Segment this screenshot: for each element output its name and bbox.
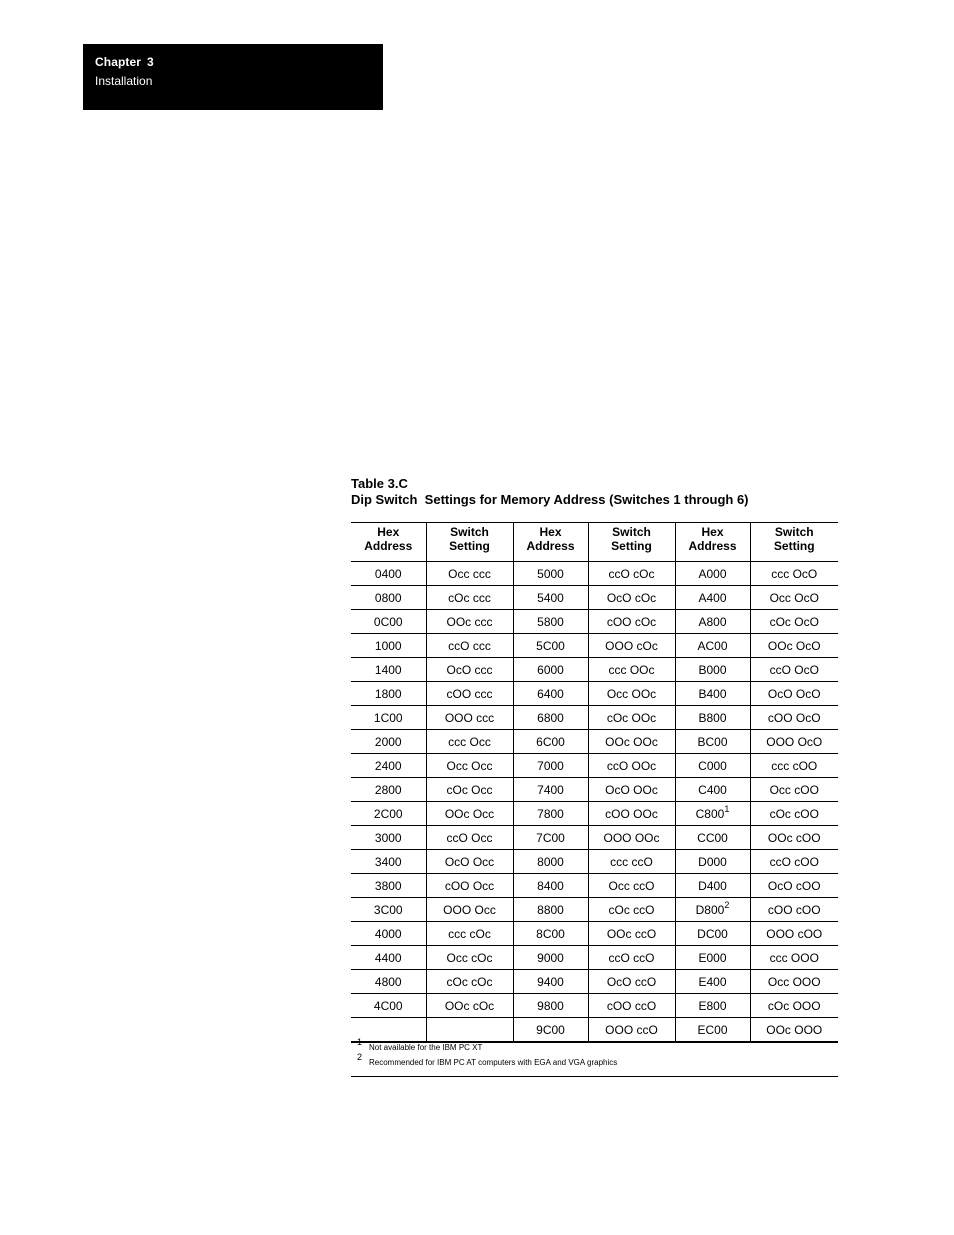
footnote-1 — [351, 1037, 838, 1055]
switch-setting-cell — [750, 658, 838, 682]
table-row — [351, 634, 838, 658]
cell-text: OcO OcO — [767, 686, 821, 701]
switch-setting-cell — [750, 1018, 838, 1043]
switch-setting-cell — [426, 682, 513, 706]
header-hex-address-3 — [675, 523, 750, 562]
hex-address-cell — [675, 634, 750, 658]
switch-setting-cell — [426, 946, 513, 970]
footnote-reference: 2 — [724, 899, 730, 910]
cell-text: ccO cOO — [769, 854, 819, 869]
switch-setting-cell — [426, 850, 513, 874]
cell-text: E400 — [698, 974, 727, 989]
cell-text: cOO OOc — [605, 806, 658, 821]
switch-setting-cell — [426, 778, 513, 802]
chapter-label: Chapter — [95, 55, 142, 69]
switch-setting-cell — [426, 754, 513, 778]
switch-setting-cell — [426, 874, 513, 898]
cell-text: OOc OcO — [767, 638, 821, 653]
hex-address-cell — [513, 754, 588, 778]
table-row — [351, 562, 838, 586]
switch-setting-cell — [588, 754, 675, 778]
switch-setting-cell — [426, 970, 513, 994]
cell-text: EC00 — [697, 1022, 728, 1037]
switch-setting-cell — [588, 970, 675, 994]
cell-text: 2000 — [374, 734, 402, 749]
cell-text: Occ cOc — [446, 950, 493, 965]
switch-setting-cell — [750, 634, 838, 658]
hex-address-cell — [675, 778, 750, 802]
cell-text: C800 — [695, 806, 725, 821]
switch-setting-cell — [426, 826, 513, 850]
footnote-mark: 2 — [357, 1052, 363, 1062]
table-row — [351, 994, 838, 1018]
header-text: Setting — [773, 539, 815, 553]
cell-text: A000 — [698, 566, 727, 581]
cell-text: ccc OOc — [608, 662, 655, 677]
cell-text: OOc Occ — [444, 806, 495, 821]
hex-address-cell — [675, 658, 750, 682]
cell-text: ccc cOc — [448, 926, 491, 941]
hex-address-cell — [513, 682, 588, 706]
cell-text: ccc Occ — [448, 734, 491, 749]
cell-text: cOc cOO — [769, 806, 819, 821]
dip-switch-table-container — [351, 522, 838, 1043]
cell-text: OcO cOO — [767, 878, 821, 893]
table-number: Table 3.C — [351, 476, 408, 491]
switch-setting-cell — [426, 562, 513, 586]
switch-setting-cell — [750, 826, 838, 850]
hex-address-cell — [513, 562, 588, 586]
switch-setting-cell — [588, 946, 675, 970]
cell-text: cOc Occ — [446, 782, 493, 797]
cell-text: cOc ccO — [608, 902, 655, 917]
header-hex-address-2 — [513, 523, 588, 562]
table-row — [351, 778, 838, 802]
cell-text: ccO ccc — [448, 638, 491, 653]
cell-text: 1000 — [374, 638, 402, 653]
cell-text: 3400 — [374, 854, 402, 869]
cell-text: E800 — [698, 998, 727, 1013]
switch-setting-cell — [750, 970, 838, 994]
cell-text: 9400 — [537, 974, 564, 989]
footnote-reference: 1 — [724, 803, 730, 814]
cell-text: OOc cOO — [767, 830, 821, 845]
hex-address-cell — [351, 826, 426, 850]
table-title: Dip Switch Settings for Memory Address (Switches 1 through 6) — [351, 492, 749, 507]
cell-text: ccc OcO — [771, 566, 818, 581]
switch-setting-cell — [750, 562, 838, 586]
switch-setting-cell — [588, 826, 675, 850]
hex-address-cell — [351, 634, 426, 658]
cell-text: cOO ccc — [446, 686, 493, 701]
hex-address-cell — [675, 754, 750, 778]
hex-address-cell — [351, 970, 426, 994]
hex-address-cell — [513, 706, 588, 730]
switch-setting-cell — [750, 850, 838, 874]
cell-text: 0400 — [374, 566, 402, 581]
switch-setting-cell — [588, 658, 675, 682]
switch-setting-cell — [588, 706, 675, 730]
switch-setting-cell — [426, 898, 513, 922]
cell-text: Occ ccO — [608, 878, 655, 893]
hex-address-cell — [513, 1018, 588, 1043]
table-header-row — [351, 523, 838, 562]
cell-text: 8000 — [537, 854, 564, 869]
switch-setting-cell — [426, 610, 513, 634]
table-row — [351, 1018, 838, 1043]
cell-text: 3800 — [374, 878, 402, 893]
hex-address-cell — [675, 586, 750, 610]
hex-address-cell — [513, 778, 588, 802]
cell-text: 9000 — [537, 950, 564, 965]
header-text: Address — [526, 539, 575, 553]
switch-setting-cell — [426, 658, 513, 682]
hex-address-cell — [675, 874, 750, 898]
table-row — [351, 850, 838, 874]
cell-text: cOO cOO — [767, 902, 821, 917]
switch-setting-cell — [588, 610, 675, 634]
chapter-number: 3 — [147, 55, 154, 69]
cell-text: 2400 — [374, 758, 402, 773]
cell-text: cOO cOc — [606, 614, 657, 629]
header-switch-setting-2 — [588, 523, 675, 562]
cell-text: A400 — [698, 590, 727, 605]
hex-address-cell — [513, 586, 588, 610]
cell-text: 6000 — [537, 662, 564, 677]
cell-text: 3C00 — [373, 902, 403, 917]
header-text: Address — [688, 539, 737, 553]
cell-text: cOO Occ — [444, 878, 495, 893]
header-switch-setting-3 — [750, 523, 838, 562]
hex-address-cell — [351, 922, 426, 946]
cell-text: C000 — [698, 758, 727, 773]
cell-text: OcO ccc — [446, 662, 493, 677]
cell-text: OOO ccc — [444, 710, 495, 725]
hex-address-cell — [513, 946, 588, 970]
switch-setting-cell — [588, 994, 675, 1018]
cell-text: 4800 — [374, 974, 402, 989]
cell-text: BC00 — [697, 734, 728, 749]
header-text: Hex — [539, 525, 562, 539]
header-text: Switch — [450, 525, 489, 539]
cell-text: 5400 — [537, 590, 564, 605]
hex-address-cell — [513, 826, 588, 850]
switch-setting-cell — [588, 1018, 675, 1043]
chapter-header — [83, 44, 383, 110]
hex-address-cell — [675, 730, 750, 754]
table-row — [351, 754, 838, 778]
header-text: Setting — [449, 539, 490, 553]
cell-text: B400 — [698, 686, 727, 701]
footnote-mark: 1 — [357, 1037, 363, 1047]
footnotes — [351, 1037, 838, 1077]
hex-address-cell — [351, 730, 426, 754]
cell-text: 9C00 — [536, 1022, 565, 1037]
cell-text: 6C00 — [536, 734, 565, 749]
cell-text: 8C00 — [536, 926, 565, 941]
cell-text: OcO ccO — [606, 974, 657, 989]
switch-setting-cell — [750, 994, 838, 1018]
header-text: Switch — [612, 525, 651, 539]
header-text: Address — [364, 539, 413, 553]
hex-address-cell — [513, 610, 588, 634]
cell-text: ccc cOO — [771, 758, 818, 773]
switch-setting-cell — [750, 586, 838, 610]
cell-text: ccO Occ — [446, 830, 493, 845]
switch-setting-cell — [426, 730, 513, 754]
switch-setting-cell — [426, 1018, 513, 1043]
switch-setting-cell — [588, 682, 675, 706]
cell-text: OOO ccO — [605, 1022, 658, 1037]
switch-setting-cell — [588, 586, 675, 610]
cell-text: 5800 — [537, 614, 564, 629]
cell-text: D000 — [698, 854, 727, 869]
switch-setting-cell — [426, 586, 513, 610]
cell-text: Occ Occ — [446, 758, 493, 773]
switch-setting-cell — [426, 994, 513, 1018]
hex-address-cell — [351, 778, 426, 802]
switch-setting-cell — [750, 946, 838, 970]
header-hex-address-1 — [351, 523, 426, 562]
switch-setting-cell — [750, 706, 838, 730]
cell-text: D400 — [698, 878, 727, 893]
hex-address-cell — [513, 970, 588, 994]
cell-text: 5C00 — [536, 638, 565, 653]
hex-address-cell — [675, 1018, 750, 1043]
cell-text: 4C00 — [373, 998, 403, 1013]
cell-text: 6800 — [537, 710, 564, 725]
header-switch-setting-1 — [426, 523, 513, 562]
hex-address-cell — [675, 850, 750, 874]
hex-address-cell — [513, 994, 588, 1018]
hex-address-cell — [513, 730, 588, 754]
table-body — [351, 562, 838, 1043]
cell-text: cOO ccO — [606, 998, 657, 1013]
cell-text: cOc OOO — [767, 998, 821, 1013]
cell-text: DC00 — [697, 926, 728, 941]
hex-address-cell — [675, 970, 750, 994]
cell-text: 7000 — [537, 758, 564, 773]
cell-text: 0C00 — [373, 614, 403, 629]
switch-setting-cell — [588, 850, 675, 874]
dip-switch-table — [351, 522, 838, 1043]
cell-text: ccc ccO — [610, 854, 653, 869]
hex-address-cell — [351, 562, 426, 586]
switch-setting-cell — [750, 874, 838, 898]
cell-text: 9800 — [537, 998, 564, 1013]
cell-text: cOc ccc — [448, 590, 491, 605]
cell-text: 7800 — [537, 806, 564, 821]
table-row — [351, 658, 838, 682]
hex-address-cell — [351, 754, 426, 778]
table-row — [351, 970, 838, 994]
hex-address-cell — [675, 610, 750, 634]
cell-text: 8400 — [537, 878, 564, 893]
table-row — [351, 826, 838, 850]
switch-setting-cell — [750, 754, 838, 778]
cell-text: cOc OOc — [606, 710, 657, 725]
cell-text: cOO OcO — [767, 710, 821, 725]
hex-address-cell — [675, 922, 750, 946]
cell-text: OOO cOO — [766, 926, 823, 941]
cell-text: Occ cOO — [769, 782, 819, 797]
hex-address-cell — [351, 994, 426, 1018]
hex-address-cell — [351, 586, 426, 610]
hex-address-cell — [351, 874, 426, 898]
cell-text: Occ OcO — [769, 590, 819, 605]
cell-text: OOO OOc — [603, 830, 660, 845]
switch-setting-cell — [426, 634, 513, 658]
cell-text: CC00 — [697, 830, 728, 845]
switch-setting-cell — [750, 682, 838, 706]
hex-address-cell — [351, 802, 426, 826]
cell-text: AC00 — [697, 638, 728, 653]
cell-text: A800 — [698, 614, 727, 629]
cell-text: D800 — [695, 902, 725, 917]
cell-text: cOc OcO — [769, 614, 819, 629]
switch-setting-cell — [750, 922, 838, 946]
footnote-text: Recommended for IBM PC AT computers with EGA and VGA graphics — [369, 1058, 618, 1067]
header-text: Hex — [701, 525, 724, 539]
table-row — [351, 874, 838, 898]
hex-address-cell — [351, 850, 426, 874]
table-row — [351, 682, 838, 706]
header-text: Setting — [611, 539, 652, 553]
cell-text: 1400 — [374, 662, 402, 677]
cell-text: C400 — [698, 782, 727, 797]
cell-text: 7C00 — [536, 830, 565, 845]
hex-address-cell — [513, 802, 588, 826]
cell-text: Occ ccc — [448, 566, 491, 581]
table-row — [351, 610, 838, 634]
cell-text: 4000 — [374, 926, 402, 941]
cell-text: ccO OcO — [769, 662, 819, 677]
table-row — [351, 586, 838, 610]
cell-text: 4400 — [374, 950, 402, 965]
switch-setting-cell — [750, 610, 838, 634]
hex-address-cell — [351, 1018, 426, 1043]
cell-text: 0800 — [374, 590, 402, 605]
hex-address-cell — [351, 898, 426, 922]
footnote-2 — [351, 1052, 838, 1070]
cell-text: OOO Occ — [443, 902, 496, 917]
section-title: Installation — [95, 74, 153, 88]
switch-setting-cell — [588, 778, 675, 802]
cell-text: ccO cOc — [608, 566, 655, 581]
cell-text: 5000 — [537, 566, 564, 581]
cell-text: 7400 — [537, 782, 564, 797]
cell-text: E000 — [698, 950, 727, 965]
hex-address-cell — [675, 826, 750, 850]
switch-setting-cell — [588, 730, 675, 754]
cell-text: OOO OcO — [766, 734, 823, 749]
cell-text: OOc OOc — [605, 734, 658, 749]
switch-setting-cell — [588, 898, 675, 922]
cell-text: B800 — [698, 710, 727, 725]
hex-address-cell — [675, 946, 750, 970]
switch-setting-cell — [588, 562, 675, 586]
hex-address-cell — [351, 706, 426, 730]
cell-text: OOc ccO — [606, 926, 657, 941]
cell-text: OOc ccc — [446, 614, 493, 629]
hex-address-cell — [513, 850, 588, 874]
cell-text: 6400 — [537, 686, 564, 701]
hex-address-cell — [351, 658, 426, 682]
table-row — [351, 946, 838, 970]
table-row — [351, 706, 838, 730]
hex-address-cell — [513, 658, 588, 682]
table-row — [351, 922, 838, 946]
cell-text: OcO Occ — [444, 854, 495, 869]
hex-address-cell — [675, 994, 750, 1018]
footnote-text: Not available for the IBM PC XT — [369, 1043, 483, 1052]
cell-text: 1800 — [374, 686, 402, 701]
hex-address-cell — [513, 898, 588, 922]
cell-text: OOc OOO — [766, 1022, 823, 1037]
switch-setting-cell — [426, 802, 513, 826]
cell-text: Occ OOO — [767, 974, 821, 989]
hex-address-cell — [351, 682, 426, 706]
hex-address-cell — [675, 898, 750, 922]
switch-setting-cell — [426, 922, 513, 946]
chapter-label-line — [95, 54, 383, 70]
table-caption — [351, 476, 851, 508]
switch-setting-cell — [588, 874, 675, 898]
hex-address-cell — [675, 802, 750, 826]
cell-text: cOc cOc — [446, 974, 493, 989]
switch-setting-cell — [750, 802, 838, 826]
hex-address-cell — [675, 562, 750, 586]
switch-setting-cell — [588, 922, 675, 946]
cell-text: 8800 — [537, 902, 564, 917]
cell-text: OcO OOc — [605, 782, 658, 797]
table-row — [351, 730, 838, 754]
cell-text: Occ OOc — [606, 686, 657, 701]
cell-text: OOc cOc — [444, 998, 495, 1013]
hex-address-cell — [351, 610, 426, 634]
cell-text: 3000 — [374, 830, 402, 845]
hex-address-cell — [675, 706, 750, 730]
hex-address-cell — [513, 922, 588, 946]
hex-address-cell — [675, 682, 750, 706]
switch-setting-cell — [588, 634, 675, 658]
header-text: Switch — [774, 525, 814, 539]
switch-setting-cell — [750, 730, 838, 754]
header-text: Hex — [377, 525, 400, 539]
cell-text: B000 — [698, 662, 727, 677]
table-row — [351, 898, 838, 922]
cell-text: OcO cOc — [606, 590, 657, 605]
cell-text: 1C00 — [373, 710, 403, 725]
switch-setting-cell — [750, 898, 838, 922]
table-row — [351, 802, 838, 826]
switch-setting-cell — [750, 778, 838, 802]
hex-address-cell — [513, 874, 588, 898]
cell-text: ccO OOc — [606, 758, 657, 773]
hex-address-cell — [513, 634, 588, 658]
cell-text: 2800 — [374, 782, 402, 797]
cell-text: ccc OOO — [769, 950, 819, 965]
cell-text: ccO ccO — [608, 950, 655, 965]
switch-setting-cell — [588, 802, 675, 826]
cell-text: 2C00 — [373, 806, 403, 821]
cell-text: OOO cOc — [605, 638, 658, 653]
switch-setting-cell — [426, 706, 513, 730]
hex-address-cell — [351, 946, 426, 970]
